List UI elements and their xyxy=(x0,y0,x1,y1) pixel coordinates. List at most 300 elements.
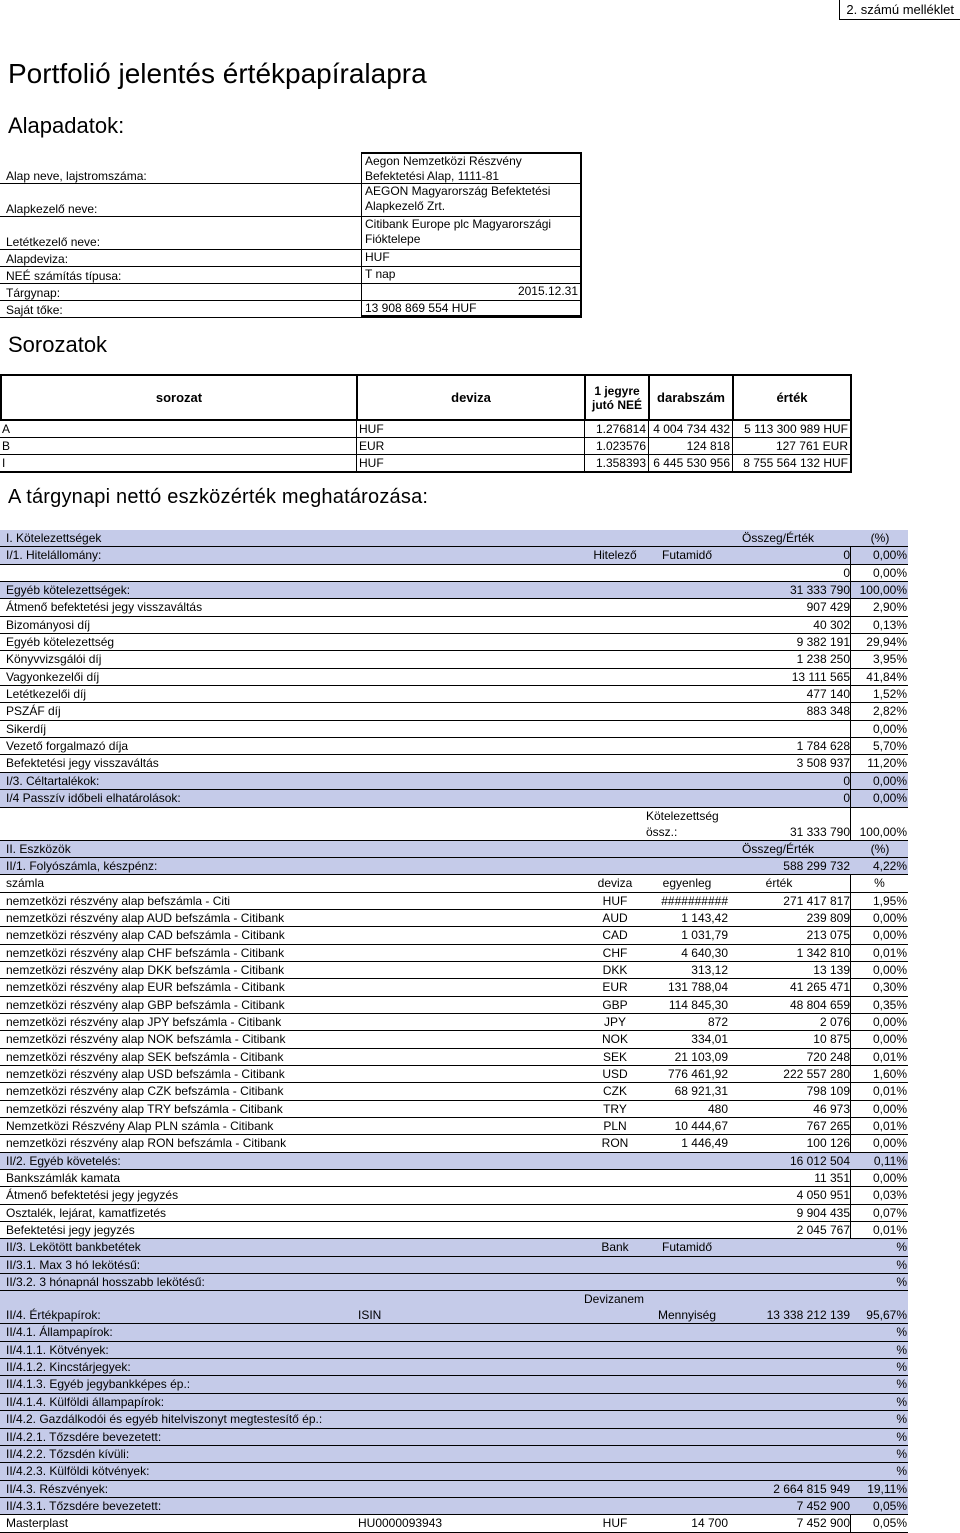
nav-row xyxy=(0,893,908,910)
nav-row-amount: 2 076 xyxy=(819,1014,850,1029)
nav-row-percent: % xyxy=(896,1464,907,1479)
nav-row-label: nemzetközi részvény alap AUD befszámla - Citibank xyxy=(6,910,285,925)
basic-data-table xyxy=(0,152,582,318)
nav-row xyxy=(0,599,908,616)
series-currency: HUF xyxy=(356,421,584,437)
nav-row-percent: 100,00% xyxy=(859,824,907,839)
nav-row-label: II/4.1.4. Külföldi állampapírok: xyxy=(6,1394,165,1409)
nav-row-col-c: USD xyxy=(602,1066,628,1081)
nav-row xyxy=(0,1394,908,1411)
nav-row-amount: 11 351 xyxy=(814,1171,850,1186)
basic-value: 13 908 869 554 HUF xyxy=(361,301,582,317)
nav-row-amount: 13 111 565 xyxy=(791,669,850,684)
basic-row xyxy=(0,267,582,284)
column-divider xyxy=(850,1066,851,1082)
nav-row-col-d: 872 xyxy=(707,1014,728,1029)
nav-row-col-c: CZK xyxy=(603,1084,627,1099)
series-col-nee: 1 jegyre jutó NEÉ xyxy=(584,374,648,421)
nav-row-amount: 46 973 xyxy=(813,1101,850,1116)
nav-row-label: Letétkezelői díj xyxy=(6,687,87,702)
nav-row-percent: 0,05% xyxy=(872,1516,907,1531)
basic-label: Letétkezelő neve: xyxy=(6,235,101,249)
nav-row-label: nemzetközi részvény alap GBP befszámla - Citibank xyxy=(6,997,285,1012)
nav-row xyxy=(0,910,908,927)
nav-row-amount: 2 045 767 xyxy=(796,1223,850,1238)
basic-row xyxy=(0,152,582,184)
nav-row-label: II/4.1.1. Kötvények: xyxy=(6,1342,109,1357)
nav-row-label: Egyéb kötelezettségek: xyxy=(6,583,131,598)
nav-row xyxy=(0,669,908,686)
nav-row xyxy=(0,1066,908,1083)
column-divider xyxy=(850,1170,851,1186)
nav-row-label: II/4.2.1. Tőzsdére bevezetett: xyxy=(6,1429,162,1444)
basic-label: Alapkezelő neve: xyxy=(6,202,98,216)
nav-row-amount: 7 452 900 xyxy=(796,1498,850,1513)
column-divider xyxy=(850,651,851,667)
nav-row-percent: % xyxy=(896,1325,907,1340)
nav-row-col-d: ########## xyxy=(661,893,728,908)
nav-row xyxy=(0,1274,908,1291)
nav-row xyxy=(0,703,908,720)
nav-row-label: Sikerdíj xyxy=(6,721,47,736)
nav-row-col-c: NOK xyxy=(601,1032,628,1047)
nav-row-col-c: JPY xyxy=(603,1014,626,1029)
series-name: B xyxy=(2,439,11,453)
nav-row-percent: (%) xyxy=(870,841,890,856)
nav-row-percent: 0,01% xyxy=(872,1084,907,1099)
nav-row xyxy=(0,997,908,1014)
column-divider xyxy=(850,1049,851,1065)
nav-row-amount: 31 333 790 xyxy=(789,824,850,839)
nav-row-col-d: 68 921,31 xyxy=(674,1084,728,1099)
nav-row-label: I/3. Céltartalékok: xyxy=(6,773,100,788)
nav-row-percent: % xyxy=(896,1257,907,1272)
nav-row xyxy=(0,962,908,979)
nav-row-col-d: 334,01 xyxy=(691,1032,728,1047)
nav-row xyxy=(0,617,908,634)
nav-row-percent: 0,00% xyxy=(872,1101,907,1116)
nav-row-percent: 29,94% xyxy=(866,635,907,650)
column-divider xyxy=(850,634,851,650)
nav-row-amount: 239 809 xyxy=(806,910,850,925)
nav-row-amount: érték xyxy=(765,876,793,891)
column-divider xyxy=(850,599,851,615)
nav-row-percent: (%) xyxy=(870,531,890,545)
column-divider xyxy=(850,790,851,806)
series-col-ertek: érték xyxy=(732,374,852,421)
nav-row xyxy=(0,1376,908,1393)
column-divider xyxy=(850,997,851,1013)
nav-row xyxy=(0,1153,908,1170)
basic-label: NEÉ számítás típusa: xyxy=(6,269,122,283)
nav-row-amount: 4 050 951 xyxy=(796,1188,850,1203)
column-divider xyxy=(850,547,851,563)
nav-row-col-d: egyenleg xyxy=(662,876,712,891)
nav-row-label: II. Eszközök xyxy=(6,841,71,856)
nav-row xyxy=(0,1205,908,1222)
basic-row xyxy=(0,217,582,250)
basic-row xyxy=(0,250,582,267)
nav-row-label: nemzetközi részvény alap CHF befszámla - Citibank xyxy=(6,945,285,960)
basic-value: 2015.12.31 xyxy=(361,284,582,300)
nav-row-label: II/3. Lekötött bankbetétek xyxy=(6,1240,141,1255)
nav-row-percent: 0,00% xyxy=(872,1136,907,1151)
nav-row-amount: 3 508 937 xyxy=(796,756,850,771)
nav-row xyxy=(0,582,908,599)
nav-row xyxy=(0,721,908,738)
nav-row-label: Vezető forgalmazó díja xyxy=(6,739,129,754)
nav-row xyxy=(0,945,908,962)
nav-row-col-c: SEK xyxy=(602,1049,627,1064)
nav-row-percent: 0,00% xyxy=(872,1032,907,1047)
column-divider xyxy=(850,927,851,943)
nav-row-amount: 13 139 xyxy=(813,962,850,977)
nav-row xyxy=(0,530,908,547)
nav-row-label: nemzetközi részvény alap RON befszámla - Citibank xyxy=(6,1136,287,1151)
nav-row-percent: 0,00% xyxy=(872,928,907,943)
nav-row-label: Átmenő befektetési jegy jegyzés xyxy=(6,1188,179,1203)
nav-row-label: II/4.2.3. Külföldi kötvények: xyxy=(6,1464,150,1479)
nav-row-percent: % xyxy=(896,1412,907,1427)
nav-row xyxy=(0,808,908,841)
nav-row-label: II/4.3.1. Tőzsdére bevezetett: xyxy=(6,1498,162,1513)
nav-row xyxy=(0,1014,908,1031)
series-col-darab: darabszám xyxy=(648,374,732,421)
nav-row-col-d: Futamidő xyxy=(661,548,713,563)
nav-row xyxy=(0,1446,908,1463)
basic-label: Alap neve, lajstromszáma: xyxy=(6,169,147,183)
nav-row xyxy=(0,1170,908,1187)
basic-label: Saját tőke: xyxy=(6,303,63,317)
nav-row-amount: Összeg/Érték xyxy=(741,531,815,545)
nav-row-amount: 0 xyxy=(843,791,850,806)
column-divider xyxy=(850,565,851,581)
nav-row-amount: 40 302 xyxy=(813,617,850,632)
nav-row-label: nemzetközi részvény alap EUR befszámla - Citibank xyxy=(6,980,285,995)
nav-row-amount: 0 xyxy=(843,565,850,580)
nav-row-label: Befektetési jegy jegyzés xyxy=(6,1223,135,1238)
column-divider xyxy=(850,1031,851,1047)
nav-row-label: nemzetközi részvény alap DKK befszámla - Citibank xyxy=(6,962,285,977)
nav-row-amount: 9 904 435 xyxy=(796,1205,850,1220)
nav-row-amount: 100 126 xyxy=(806,1136,850,1151)
column-divider xyxy=(850,669,851,685)
nav-row-label: Befektetési jegy visszaváltás xyxy=(6,756,159,771)
nav-row-label: II/4.3. Részvények: xyxy=(6,1481,109,1496)
nav-row-label: II/3.1. Max 3 hó lekötésű: xyxy=(6,1257,141,1272)
nav-row-col-c: PLN xyxy=(603,1119,627,1133)
nav-row-label: Könyvvizsgálói díj xyxy=(6,652,102,667)
nav-row xyxy=(0,1324,908,1341)
series-nav: 1.023576 xyxy=(584,438,648,454)
nav-row-col-d: 114 845,30 xyxy=(668,997,728,1012)
nav-row-percent: 0,30% xyxy=(872,980,907,995)
series-count: 6 445 530 956 xyxy=(648,455,732,471)
nav-row-label: nemzetközi részvény alap JPY befszámla - Citibank xyxy=(6,1014,282,1029)
nav-row-percent: 0,07% xyxy=(872,1205,907,1220)
nav-row-percent: 0,01% xyxy=(872,1223,907,1238)
nav-row-percent: 41,84% xyxy=(866,669,907,684)
nav-row-col-d: Mennyiség xyxy=(657,1308,717,1323)
nav-row xyxy=(0,1429,908,1446)
nav-row xyxy=(0,738,908,755)
column-divider xyxy=(850,773,851,789)
nav-row xyxy=(0,1083,908,1100)
nav-row-col-c: Kötelezettség össz.: xyxy=(646,808,719,839)
nav-row xyxy=(0,927,908,944)
column-divider xyxy=(850,1135,851,1151)
column-divider xyxy=(850,686,851,702)
column-divider xyxy=(850,1083,851,1099)
basic-label: Tárgynap: xyxy=(6,286,61,300)
nav-row-percent: 3,95% xyxy=(872,652,907,667)
nav-row-col-c: GBP xyxy=(602,997,628,1012)
nav-row-percent: % xyxy=(874,876,885,891)
nav-row-percent: % xyxy=(896,1429,907,1444)
nav-row-col-d: 10 444,67 xyxy=(674,1119,728,1133)
series-col-deviza: deviza xyxy=(356,374,584,421)
nav-row-col-d: 313,12 xyxy=(691,962,728,977)
nav-row-label: I/4 Passzív időbeli elhatárolások: xyxy=(6,791,181,806)
nav-row-label: Átmenő befektetési jegy visszaváltás xyxy=(6,600,203,615)
nav-row-col-d: 4 640,30 xyxy=(681,945,728,960)
basic-label: Alapdeviza: xyxy=(6,252,69,266)
nav-row-col-c: RON xyxy=(601,1136,629,1151)
column-divider xyxy=(850,582,851,598)
nav-row-percent: 1,95% xyxy=(872,893,907,908)
nav-row-col-d: 131 788,04 xyxy=(667,980,728,995)
column-divider xyxy=(850,721,851,737)
nav-row-label: I. Kötelezettségek xyxy=(6,531,102,545)
column-divider xyxy=(850,1118,851,1134)
nav-row-amount: 48 804 659 xyxy=(789,997,850,1012)
nav-row-percent: % xyxy=(896,1342,907,1357)
column-divider xyxy=(850,1187,851,1203)
nav-row-percent: 1,60% xyxy=(872,1066,907,1081)
series-count: 124 818 xyxy=(648,438,732,454)
column-divider xyxy=(850,1014,851,1030)
nav-row-percent: % xyxy=(896,1446,907,1461)
basic-row xyxy=(0,301,582,318)
nav-row-isin: HU0000093943 xyxy=(358,1516,443,1531)
nav-row xyxy=(0,875,908,892)
nav-row xyxy=(0,565,908,582)
nav-row-percent: 0,13% xyxy=(872,617,907,632)
nav-row-label: II/4.1. Állampapírok: xyxy=(6,1325,113,1340)
series-value: 8 755 564 132 HUF xyxy=(732,455,852,471)
nav-row xyxy=(0,1481,908,1498)
basic-row xyxy=(0,184,582,217)
nav-row-col-c: deviza xyxy=(597,876,633,891)
nav-row-percent: 0,00% xyxy=(872,721,907,736)
nav-row-amount: 883 348 xyxy=(806,704,850,719)
nav-row-label: II/1. Folyószámla, készpénz: xyxy=(6,858,158,873)
nav-row-col-c: TRY xyxy=(603,1101,627,1116)
nav-row-amount: 907 429 xyxy=(806,600,850,615)
nav-row-col-d: Futamidő xyxy=(661,1240,713,1255)
nav-row-col-d: 1 143,42 xyxy=(681,910,728,925)
nav-row-amount: 720 248 xyxy=(806,1049,850,1064)
nav-row xyxy=(0,1118,908,1135)
basic-row xyxy=(0,284,582,301)
nav-row xyxy=(0,1222,908,1239)
column-divider xyxy=(850,617,851,633)
nav-row-amount: 477 140 xyxy=(806,687,850,702)
nav-row-percent: 0,00% xyxy=(872,1014,907,1029)
column-divider xyxy=(850,755,851,771)
nav-row-label: nemzetközi részvény alap NOK befszámla - Citibank xyxy=(6,1032,286,1047)
nav-row-col-c: Hitelező xyxy=(593,548,637,563)
nav-row-amount: 31 333 790 xyxy=(789,583,850,598)
series-nav: 1.276814 xyxy=(584,421,648,437)
nav-row xyxy=(0,773,908,790)
nav-row-amount: 0 xyxy=(843,548,850,563)
nav-row-amount: 13 338 212 139 xyxy=(766,1308,850,1323)
column-divider xyxy=(850,1515,851,1531)
nav-row-label: nemzetközi részvény alap CAD befszámla - Citibank xyxy=(6,928,285,943)
basic-value: AEGON Magyarország Befektetési Alapkezelő Zrt. xyxy=(361,184,582,216)
column-divider xyxy=(850,962,851,978)
nav-row-col-c: DKK xyxy=(602,962,628,977)
nav-row xyxy=(0,841,908,858)
series-col-sorozat: sorozat xyxy=(0,374,356,421)
series-heading: Sorozatok xyxy=(8,332,108,357)
nav-row-percent: % xyxy=(896,1275,907,1290)
nav-row-col-c: Bank xyxy=(601,1240,629,1255)
nav-row-label: II/4.2.2. Tőzsdén kívüli: xyxy=(6,1446,130,1461)
nav-row-col-d: 21 103,09 xyxy=(674,1049,728,1064)
series-header-row xyxy=(0,374,852,421)
nav-row xyxy=(0,1257,908,1274)
nav-row-percent: 0,05% xyxy=(872,1498,907,1513)
nav-row-label: nemzetközi részvény alap SEK befszámla - Citibank xyxy=(6,1049,284,1064)
nav-row-amount: 767 265 xyxy=(806,1119,850,1133)
column-divider xyxy=(850,893,851,909)
nav-row xyxy=(0,1031,908,1048)
nav-row-percent: 2,82% xyxy=(872,704,907,719)
nav-row-col-c: Devizanem xyxy=(584,1292,645,1307)
nav-row-percent: 5,70% xyxy=(872,739,907,754)
nav-row xyxy=(0,1049,908,1066)
nav-row xyxy=(0,1463,908,1480)
nav-row xyxy=(0,1498,908,1515)
nav-row-amount: 213 075 xyxy=(806,928,850,943)
nav-row-percent: % xyxy=(896,1394,907,1409)
nav-heading: A tárgynapi nettó eszközérték meghatározása: xyxy=(8,486,429,508)
nav-row-amount: Összeg/Érték xyxy=(741,841,815,856)
nav-row-col-d: 14 700 xyxy=(691,1516,728,1531)
nav-row-amount: 41 265 471 xyxy=(789,980,850,995)
annex-label: 2. számú melléklet xyxy=(839,0,960,20)
nav-row-col-c: HUF xyxy=(602,1516,628,1531)
nav-row-label: nemzetközi részvény alap CZK befszámla - Citibank xyxy=(6,1084,284,1099)
column-divider xyxy=(850,1101,851,1117)
series-name: A xyxy=(2,422,11,436)
nav-row-label: számla xyxy=(6,876,45,891)
nav-row-amount: 798 109 xyxy=(806,1084,850,1099)
nav-row-label: Vagyonkezelői díj xyxy=(6,669,100,684)
column-divider xyxy=(850,703,851,719)
nav-row-amount: 1 784 628 xyxy=(796,739,850,754)
nav-row-label: II/3.2. 3 hónapnál hosszabb lekötésű: xyxy=(6,1275,205,1290)
nav-row xyxy=(0,547,908,564)
nav-row-percent: 95,67% xyxy=(866,1308,907,1323)
series-row xyxy=(0,438,852,455)
basic-value: HUF xyxy=(361,250,582,266)
nav-row-col-d: 1 446,49 xyxy=(681,1136,728,1151)
nav-row-percent: 0,35% xyxy=(872,997,907,1012)
nav-row-percent: % xyxy=(896,1360,907,1375)
nav-row xyxy=(0,1135,908,1152)
nav-row-label: Bizományosi díj xyxy=(6,617,91,632)
series-value: 5 113 300 989 HUF xyxy=(732,421,852,437)
series-value: 127 761 EUR xyxy=(732,438,852,454)
nav-row-amount: 7 452 900 xyxy=(796,1516,850,1531)
nav-row-percent: 0,01% xyxy=(872,945,907,960)
nav-row-percent: 0,00% xyxy=(872,565,907,580)
nav-row-label: II/4.2. Gazdálkodói és egyéb hitelviszonyt megtestesítő ép.: xyxy=(6,1412,323,1427)
nav-row-col-d: 776 461,92 xyxy=(667,1066,728,1081)
nav-row-percent: 100,00% xyxy=(859,583,907,598)
column-divider xyxy=(850,875,851,891)
nav-row-percent: 0,00% xyxy=(872,1171,907,1186)
nav-row-percent: 11,20% xyxy=(867,756,907,771)
nav-row-percent: % xyxy=(896,1240,907,1255)
nav-row-percent: 0,00% xyxy=(872,962,907,977)
basic-data-heading: Alapadatok: xyxy=(8,113,125,138)
column-divider xyxy=(850,910,851,926)
nav-row-label: II/4.1.2. Kincstárjegyek: xyxy=(6,1360,131,1375)
nav-row-percent: 2,90% xyxy=(872,600,907,615)
column-divider xyxy=(850,945,851,961)
nav-row xyxy=(0,790,908,807)
nav-row-isin: ISIN xyxy=(358,1308,382,1323)
series-currency: EUR xyxy=(356,438,584,454)
column-divider xyxy=(850,979,851,995)
page-title: Portfolió jelentés értékpapíralapra xyxy=(8,58,427,89)
nav-row xyxy=(0,634,908,651)
nav-row-amount: 16 012 504 xyxy=(789,1153,850,1168)
nav-row-amount: 222 557 280 xyxy=(783,1066,850,1081)
nav-row-col-d: 480 xyxy=(707,1101,728,1116)
nav-row-label: I/1. Hitelállomány: xyxy=(6,548,102,563)
basic-value: T nap xyxy=(361,267,582,283)
series-table xyxy=(0,374,852,473)
nav-row-percent: 0,01% xyxy=(872,1049,907,1064)
nav-row xyxy=(0,1411,908,1428)
nav-row-col-c: CHF xyxy=(602,945,628,960)
nav-row xyxy=(0,858,908,875)
nav-row xyxy=(0,1359,908,1376)
nav-row xyxy=(0,1239,908,1256)
series-row xyxy=(0,421,852,438)
nav-row-amount: 1 238 250 xyxy=(796,652,850,667)
series-nav: 1.358393 xyxy=(584,455,648,471)
nav-row-percent: 0,03% xyxy=(872,1188,907,1203)
nav-row-amount: 588 299 732 xyxy=(783,858,850,873)
nav-row xyxy=(0,651,908,668)
nav-row-amount: 9 382 191 xyxy=(796,635,850,650)
nav-row-label: Egyéb kötelezettség xyxy=(6,635,115,650)
nav-row-amount: 1 342 810 xyxy=(796,945,850,960)
nav-row-col-c: AUD xyxy=(602,910,628,925)
nav-row-percent: 1,52% xyxy=(872,687,907,702)
basic-value: Citibank Europe plc Magyarországi Fióktelepe xyxy=(361,217,582,249)
nav-row-percent: 0,00% xyxy=(872,548,907,563)
series-row xyxy=(0,455,852,473)
nav-row xyxy=(0,1515,908,1532)
nav-row-col-d: 1 031,79 xyxy=(681,928,728,943)
